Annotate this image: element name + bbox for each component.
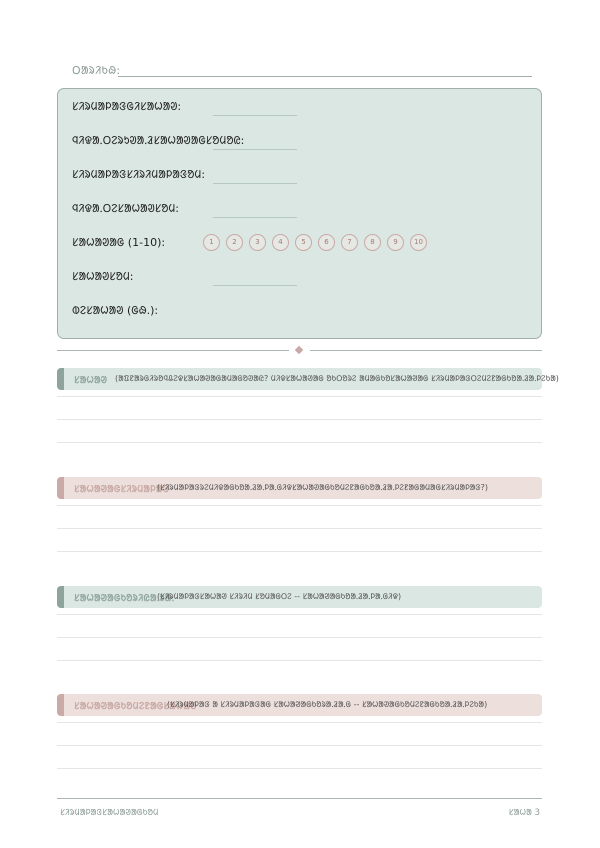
footer-title: ᱥᱤᱨᱢᱟᱞᱟᱝᱥᱟᱦᱟᱣᱟᱜᱠᱚᱢ — [60, 808, 159, 818]
rating-option-6[interactable]: 6 — [318, 234, 335, 251]
rating-option-5[interactable]: 5 — [295, 234, 312, 251]
writing-line[interactable] — [57, 768, 542, 769]
field-input-out-of-bed-time[interactable] — [213, 217, 297, 218]
writing-line[interactable] — [57, 396, 542, 397]
rating-option-3[interactable]: 3 — [249, 234, 266, 251]
writing-line[interactable] — [57, 660, 542, 661]
field-label-bed-time: ᱥᱤᱨᱢᱟᱞᱟᱝᱜᱤᱥᱟᱦᱟᱣ: — [72, 100, 182, 113]
section-title-1: ᱥᱟᱦᱟᱣ — [74, 375, 108, 386]
writing-line[interactable] — [57, 528, 542, 529]
field-label-out-of-bed-time: ᱧᱤᱫᱟᱹᱛᱮᱥᱟᱦᱟᱣᱥᱚᱢ: — [72, 202, 180, 215]
writing-line[interactable] — [57, 505, 542, 506]
section-header-3 — [57, 586, 542, 608]
writing-line[interactable] — [57, 419, 542, 420]
field-input-wake-time[interactable] — [213, 183, 297, 184]
field-label-total-sleep: ᱥᱟᱦᱟᱣᱥᱚᱢ: — [72, 270, 134, 283]
field-label-fall-asleep-time: ᱧᱤᱫᱟᱹᱛᱮᱨᱩᱣᱟᱹᱲᱥᱟᱦᱟᱣᱟᱜᱥᱚᱢᱚᱭ: — [72, 134, 245, 147]
section-header-1 — [57, 368, 559, 390]
section-hint-3: (ᱥᱤᱨᱢᱟᱞᱟᱝᱥᱟᱦᱟᱣ ᱥᱤᱨᱤᱢ ᱥᱚᱢᱟᱜᱛᱮ -- ᱥᱟᱦᱟᱣᱟᱜᱠᱚᱟᱹᱲᱟᱹᱞᱟᱹᱜᱤᱫ) — [157, 592, 402, 601]
rating-option-1[interactable]: 1 — [203, 234, 220, 251]
rating-option-9[interactable]: 9 — [387, 234, 404, 251]
section-header-2 — [57, 477, 542, 499]
ornament-divider — [57, 350, 542, 351]
writing-line[interactable] — [57, 614, 542, 615]
rating-option-4[interactable]: 4 — [272, 234, 289, 251]
section-title-4: ᱥᱟᱦᱟᱣᱟᱜᱠᱚᱢᱮᱱᱟᱜᱥᱟᱦᱟᱣ — [74, 701, 197, 712]
section-hint-4: (ᱥᱤᱨᱢᱟᱞᱟᱝ ᱟ ᱥᱤᱨᱢᱟᱞᱟᱝᱟᱜ ᱥᱟᱦᱟᱣᱟᱜᱠᱚᱨᱟᱹᱲᱟᱹᱜ -- ᱥᱟᱦᱟᱣᱟᱜᱠᱚᱢᱮᱱᱟᱜᱠᱚᱟᱹᱲᱟᱹᱞᱮᱠᱟ) — [167, 700, 488, 709]
date-label: ᱛᱟᱨᱤᱠᱷ: — [72, 64, 121, 77]
page-number: ᱥᱟᱦᱟ 3 — [508, 808, 540, 818]
writing-line[interactable] — [57, 551, 542, 552]
field-input-total-sleep[interactable] — [213, 285, 297, 286]
field-label-hours-awake: ᱵᱮᱥᱟᱦᱟᱣ (ᱜᱷ.): — [72, 304, 159, 317]
writing-line[interactable] — [57, 442, 542, 443]
diamond-icon — [295, 346, 303, 354]
section-title-2: ᱥᱟᱦᱟᱣᱟᱜᱥᱤᱨᱢᱟᱞᱟᱝ — [74, 484, 170, 495]
field-input-fall-asleep-time[interactable] — [213, 149, 297, 150]
date-input-line[interactable] — [118, 76, 532, 77]
section-hint-1: (ᱟᱯᱱᱟᱨᱜᱤᱨᱚᱧᱪᱮᱫᱥᱟᱦᱟᱣᱟᱜᱟᱢᱟᱜᱚᱣᱟᱭ? ᱢᱤᱫᱥᱟᱦᱟᱣᱟᱜ ᱚᱠᱛᱚᱨᱮ ᱟᱢᱟᱜᱠᱚᱥᱟᱦᱟᱣᱟᱜ ᱥᱤᱨᱢᱟᱞᱟᱝᱛᱮᱢᱮᱱᱟᱜᱠᱚᱟᱹᱲᱟᱹᱞᱮᱠᱟ) — [115, 374, 559, 383]
rating-option-8[interactable]: 8 — [364, 234, 381, 251]
entry-info-card — [57, 88, 542, 339]
writing-line[interactable] — [57, 745, 542, 746]
section-header-4 — [57, 694, 542, 716]
field-input-bed-time[interactable] — [213, 115, 297, 116]
writing-line[interactable] — [57, 722, 542, 723]
field-label-rating: ᱥᱟᱦᱟᱣᱟᱜ (1-10): — [72, 236, 166, 249]
rating-option-2[interactable]: 2 — [226, 234, 243, 251]
field-label-wake-time: ᱥᱤᱨᱢᱟᱞᱟᱝᱥᱤᱨᱤᱢᱟᱞᱟᱝᱚᱢ: — [72, 168, 206, 181]
date-row — [72, 63, 532, 79]
footer-rule — [57, 798, 542, 799]
section-title-3: ᱥᱟᱦᱟᱣᱟᱜᱠᱚᱨᱤᱭᱟᱹᱨᱟᱹ — [74, 593, 175, 604]
writing-line[interactable] — [57, 637, 542, 638]
rating-option-10[interactable]: 10 — [410, 234, 427, 251]
section-hint-2: (ᱥᱤᱨᱢᱟᱞᱟᱝᱨᱮᱢᱤᱫᱟᱜᱠᱚᱟᱹᱲᱟᱹᱞᱟᱹᱜᱤᱫᱥᱟᱦᱟᱣᱟᱜᱠᱚᱢᱮᱱᱟᱜᱠᱚᱟᱹᱲᱟᱹᱞᱮᱱᱟᱜᱟᱢᱟᱜᱥᱤᱨᱢᱟᱞᱟᱝ?) — [157, 483, 489, 492]
rating-option-7[interactable]: 7 — [341, 234, 358, 251]
